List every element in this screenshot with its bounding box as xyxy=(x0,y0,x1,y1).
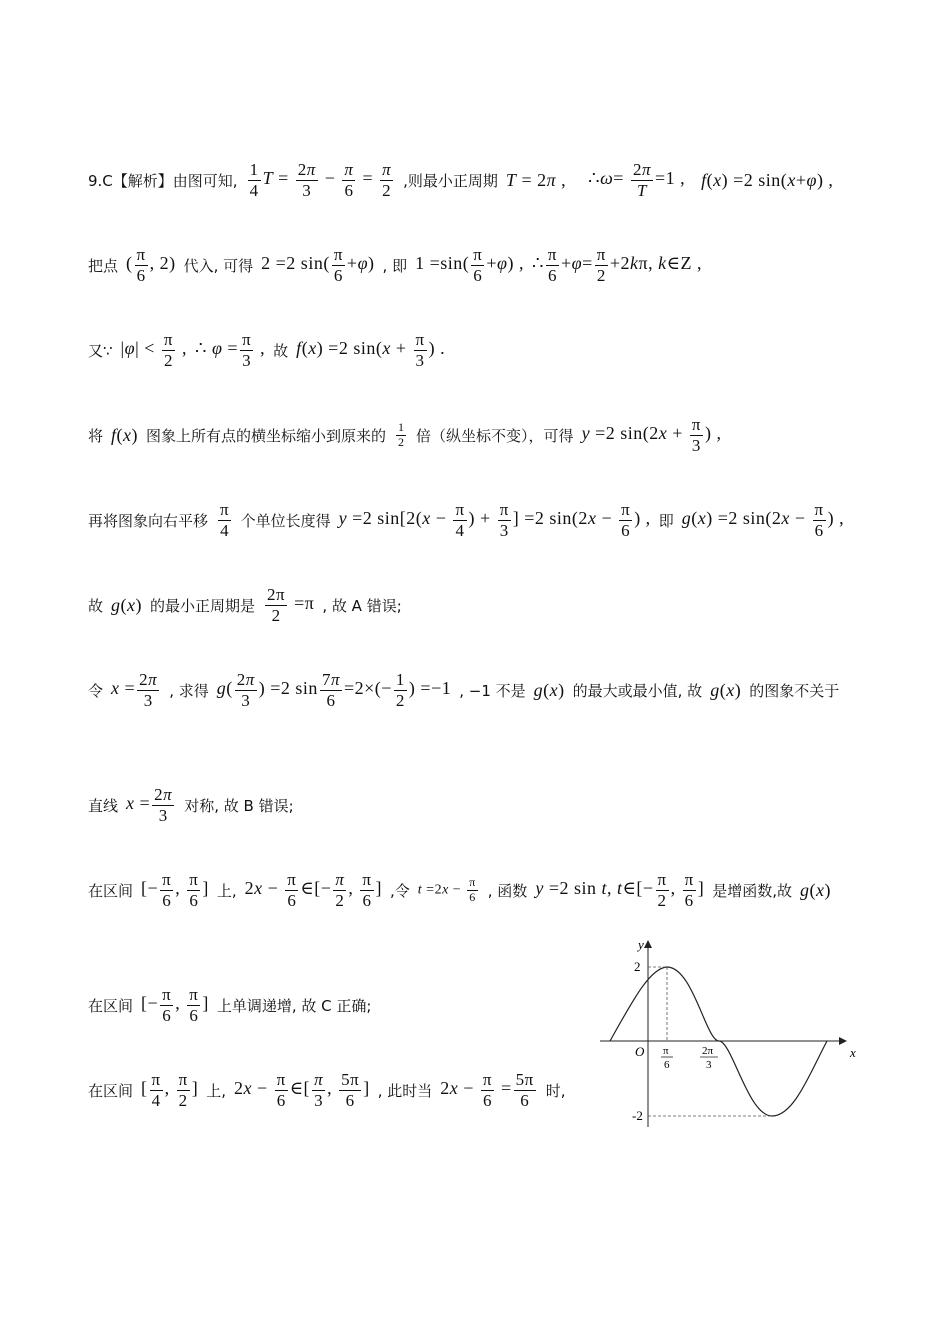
line-1-math-b: T = 2π , xyxy=(505,169,567,190)
solution-line-5 xyxy=(88,500,844,540)
line-8-text-a: 直线 xyxy=(88,796,119,815)
solution-line-6 xyxy=(88,585,402,625)
line-5-math-a: y =2 sin[2(x − $\frac{\pi}{4}$ ) + $\frac{\pi}{3}$ ] =2 sin(2x − $\frac{\pi}{6}$ ) , xyxy=(338,500,651,540)
line-11-math-b: 2x − $\frac{\pi}{6}$ ∈[ $\frac{\pi}{3}$ , $\frac{5\pi}{6}$ ] xyxy=(233,1070,370,1110)
line-5-text-c: 即 xyxy=(658,511,674,530)
line-3-text-b: 故 xyxy=(273,341,289,360)
line-10-text-a: 在区间 xyxy=(88,996,134,1015)
line-11-text-b: 上, xyxy=(206,1081,226,1100)
line-2-text-b: 代入, 可得 xyxy=(183,256,254,275)
x-tick-1-den: 6 xyxy=(664,1059,670,1071)
line-7-text-d: 的最大或最小值, 故 xyxy=(572,681,703,700)
line-1-math-c: ∴ω= $\frac{2\pi}{T}$ =1 , xyxy=(588,160,686,200)
line-4-text-a: 将 xyxy=(88,426,104,445)
line-11-math-a: [ $\frac{\pi}{4}$ , $\frac{\pi}{2}$ ] xyxy=(141,1070,199,1110)
line-2-text-c: , 即 xyxy=(382,256,408,275)
line-7-math-a: x = $\frac{2\pi}{3}$ xyxy=(111,670,158,710)
solution-line-1 xyxy=(88,160,833,200)
solution-line-4 xyxy=(88,415,721,455)
line-9-math-e: g(x) xyxy=(799,879,831,900)
line-9-text-e: 是增函数,故 xyxy=(712,881,792,900)
line-6-text-b: 的最小正周期是 xyxy=(150,596,256,615)
line-5-math-b: g(x) =2 sin(2x − $\frac{\pi}{6}$ ) , xyxy=(681,500,845,540)
solution-line-2 xyxy=(88,245,702,285)
line-6-text-a: 故 xyxy=(88,596,104,615)
line-7-math-b: g( $\frac{2\pi}{3}$ ) =2 sin $\frac{7\pi}{6}$ =2×(− $\frac{1}{2}$ ) =−1 xyxy=(216,670,452,710)
y-axis-label: y xyxy=(638,937,644,952)
line-5-text-b: 个单位长度得 xyxy=(240,511,331,530)
line-9-math-d: y =2 sin t, t∈[− $\frac{\pi}{2}$ , $\frac{\pi}{6}$ ] xyxy=(535,870,705,910)
solution-line-10 xyxy=(88,985,371,1025)
line-6-math-a: g(x) xyxy=(111,594,143,615)
x-tick-2-den: 3 xyxy=(706,1059,712,1071)
line-4-text-b: 图象上所有点的横坐标缩小到原来的 xyxy=(146,426,387,445)
line-2-point: ( $\frac{\pi}{6}$ , 2) xyxy=(126,245,176,285)
line-4-text-c: 倍（纵坐标不变），可得 xyxy=(416,426,574,445)
origin-label: O xyxy=(635,1044,645,1059)
line-1-text-b: ,则最小正周期 xyxy=(403,171,498,190)
line-2-math-b: 1 =sin( $\frac{\pi}{6}$ +φ) , xyxy=(415,245,524,285)
line-7-math-c: g(x) xyxy=(533,679,565,700)
x-axis-label: x xyxy=(850,1045,856,1060)
line-5-text-a: 再将图象向右平移 xyxy=(88,511,209,530)
line-9-text-c: ,令 xyxy=(390,881,410,900)
line-9-math-b: 2x − $\frac{\pi}{6}$ ∈[− $\frac{\pi}{2}$ , $\frac{\pi}{6}$ ] xyxy=(244,870,382,910)
x-tick-2-num: 2π xyxy=(702,1045,714,1057)
line-7-text-e: 的图象不关于 xyxy=(749,681,840,700)
line-7-text-c: , −1 不是 xyxy=(459,681,526,700)
line-7-text-b: , 求得 xyxy=(169,681,209,700)
line-11-text-c: , 此时当 xyxy=(377,1081,433,1100)
line-4-half: $\frac{1}{2}$ xyxy=(398,419,405,449)
line-9-text-d: , 函数 xyxy=(487,881,528,900)
line-4-math-b: y =2 sin(2x + $\frac{\pi}{3}$ ) , xyxy=(581,415,722,455)
line-2-math-c: ∴ $\frac{\pi}{6}$ +φ= $\frac{\pi}{2}$ +2kπ, k∈Z , xyxy=(531,245,702,285)
line-9-math-c: t =2x − $\frac{\pi}{6}$ xyxy=(417,874,476,904)
line-10-math-a: [− $\frac{\pi}{6}$ , $\frac{\pi}{6}$ ] xyxy=(141,985,209,1025)
line-11-math-c: 2x − $\frac{\pi}{6}$ = $\frac{5\pi}{6}$ xyxy=(440,1070,534,1110)
line-6-math-b: $\frac{2\pi}{2}$ =π xyxy=(267,585,315,625)
solution-line-9 xyxy=(88,870,831,910)
line-3-text-a: 又∵ xyxy=(88,341,113,360)
line-7-math-d: g(x) xyxy=(710,679,742,700)
sine-graph xyxy=(598,935,858,1135)
y-max-label: 2 xyxy=(634,959,641,974)
line-8-text-b: 对称, 故 B 错误; xyxy=(184,796,294,815)
line-9-text-a: 在区间 xyxy=(88,881,134,900)
line-6-text-c: , 故 A 错误; xyxy=(322,596,402,615)
line-9-text-b: 上, xyxy=(216,881,237,900)
solution-line-11 xyxy=(88,1070,566,1110)
y-min-label: -2 xyxy=(632,1108,643,1123)
line-11-text-a: 在区间 xyxy=(88,1081,134,1100)
x-tick-1-num: π xyxy=(663,1045,669,1057)
line-2-math-a: 2 =2 sin( $\frac{\pi}{6}$ +φ) xyxy=(261,245,375,285)
line-5-shift: $\frac{\pi}{4}$ xyxy=(220,500,229,540)
line-1-visual: 9.C【解析】由图可知, xyxy=(88,171,238,190)
line-3-math-b: ∴ φ = $\frac{\pi}{3}$ , xyxy=(194,330,266,370)
solution-line-8 xyxy=(88,785,294,825)
line-4-math-a: f(x) xyxy=(111,424,139,445)
solution-line-7 xyxy=(88,670,839,710)
line-10-text-b: 上单调递增, 故 C 正确; xyxy=(216,996,372,1015)
line-8-math-a: x = $\frac{2\pi}{3}$ xyxy=(126,785,173,825)
line-9-math-a: [− $\frac{\pi}{6}$ , $\frac{\pi}{6}$ ] xyxy=(141,870,209,910)
line-1-math-d: f(x) =2 sin(x+φ) , xyxy=(701,169,834,190)
line-1-math-a: $\frac{1}{4}$ T = $\frac{2\pi}{3}$ − $\frac{\pi}{6}$ = $\frac{\pi}{2}$ xyxy=(249,160,392,200)
line-3-math-c: f(x) =2 sin(x + $\frac{\pi}{3}$ ) . xyxy=(296,330,446,370)
line-3-math-a: |φ| < $\frac{\pi}{2}$ , xyxy=(120,330,187,370)
line-11-text-d: 时, xyxy=(545,1081,566,1100)
line-2-text-a: 把点 xyxy=(88,256,119,275)
solution-line-3 xyxy=(88,330,445,370)
line-7-text-a: 令 xyxy=(88,681,104,700)
